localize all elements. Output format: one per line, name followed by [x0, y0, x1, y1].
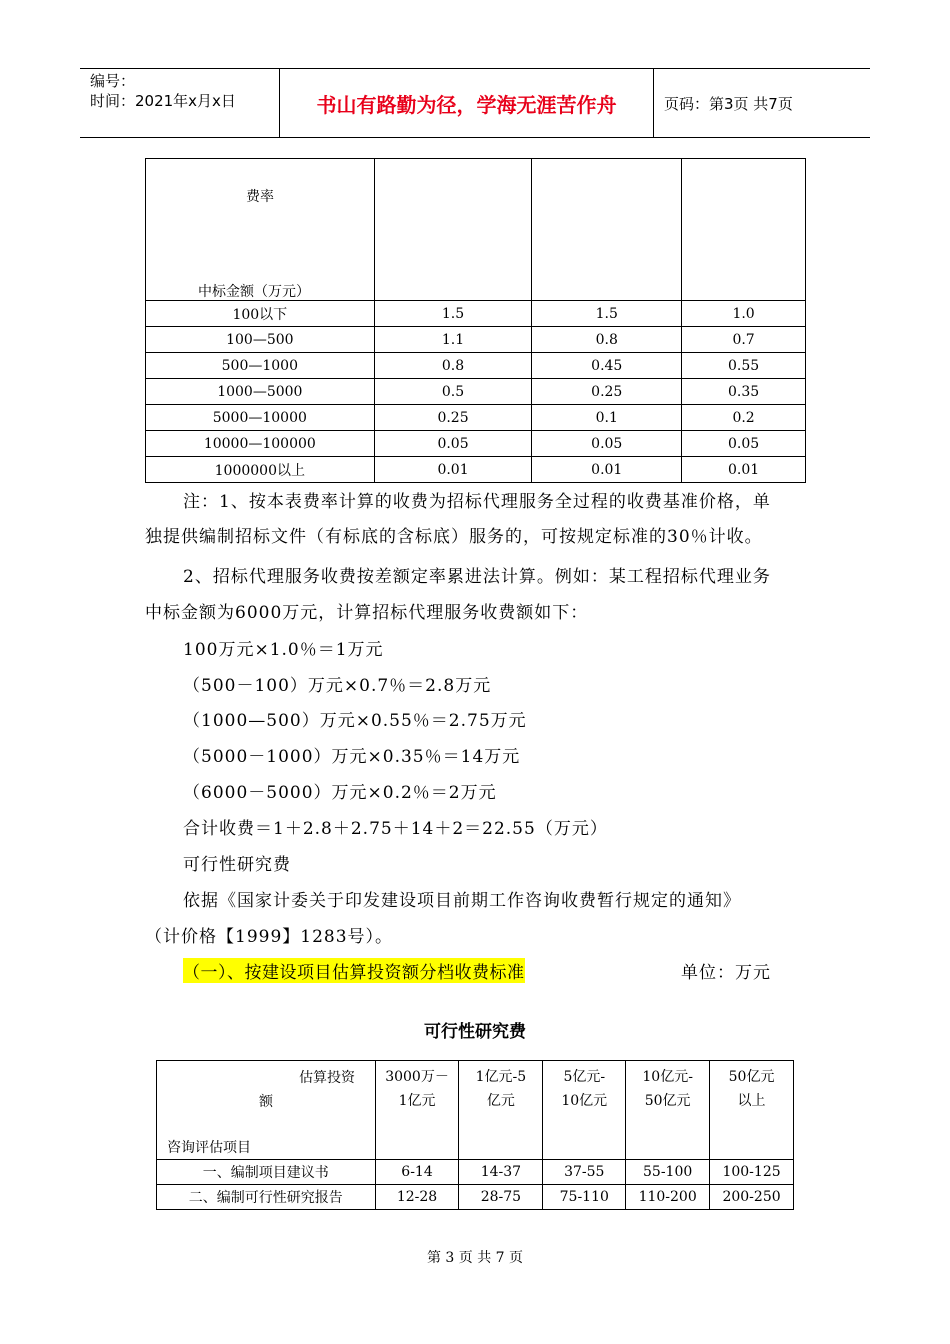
table-row [157, 1185, 794, 1210]
table-cell: 0.01 [532, 457, 682, 483]
table-cell: 0.45 [532, 353, 682, 379]
table-cell: 0.1 [532, 405, 682, 431]
table-cell: 100-125 [710, 1160, 794, 1185]
header-rate: 费率 [246, 189, 274, 205]
header-investment: 估算投资 [299, 1070, 355, 1086]
time-label: 时间：2021年x月x日 [90, 92, 236, 110]
column-header [543, 1061, 626, 1160]
header-page-label: 页码：第3页 共7页 [664, 94, 793, 113]
column-header-line: 以上 [737, 1093, 766, 1109]
column-header-line: 1亿元-5 [475, 1069, 527, 1085]
basis-line-2: （计价格【1999】1283号）。 [145, 927, 394, 947]
table-cell: 28-75 [459, 1185, 543, 1210]
table-cell: 1000—5000 [146, 379, 375, 405]
empty-header-cell [682, 159, 806, 301]
header-amount-suffix: 额 [259, 1094, 273, 1110]
table-cell: 5000—10000 [146, 405, 375, 431]
table-cell: 14-37 [459, 1160, 543, 1185]
table-cell: 500—1000 [146, 353, 375, 379]
empty-header-cell [532, 159, 682, 301]
table-cell: 0.55 [682, 353, 806, 379]
header-motto: 书山有路勤为径，学海无涯苦作舟 [280, 69, 654, 137]
table-cell: 0.25 [532, 379, 682, 405]
table-cell: 12-28 [375, 1185, 459, 1210]
table-cell: 0.25 [374, 405, 532, 431]
table-header-row [157, 1061, 794, 1160]
note-line-4: 中标金额为6000万元，计算招标代理服务收费额如下： [145, 603, 589, 623]
calc-line-1: 100万元×1.0％＝1万元 [183, 640, 384, 660]
diagonal-header-cell [146, 159, 375, 301]
feasibility-heading: 可行性研究费 [183, 855, 291, 875]
number-label: 编号： [90, 72, 136, 90]
table-cell: 1.1 [374, 327, 532, 353]
column-header [626, 1061, 710, 1160]
table-cell: 0.05 [374, 431, 532, 457]
table-cell: 100以下 [146, 301, 375, 327]
table-cell: 37-55 [543, 1160, 626, 1185]
column-header-line: 10亿元 [561, 1093, 608, 1109]
diagonal-header-cell [157, 1061, 376, 1160]
column-header-line: 亿元 [486, 1093, 515, 1109]
table-row [146, 353, 806, 379]
table-cell: 6-14 [375, 1160, 459, 1185]
column-header-line: 3000万－ [385, 1069, 449, 1085]
table-cell: 55-100 [626, 1160, 710, 1185]
column-header [459, 1061, 543, 1160]
column-header-line: 50亿元 [728, 1069, 775, 1085]
column-header-line: 50亿元 [644, 1093, 691, 1109]
table-cell: 1.5 [532, 301, 682, 327]
page-footer: 第 3 页 共 7 页 [426, 1250, 524, 1266]
table-header-row [146, 159, 806, 301]
note-line-2: 独提供编制招标文件（有标底的含标底）服务的，可按规定标准的30％计收。 [145, 527, 763, 547]
fee-rate-table [145, 158, 806, 483]
table-cell: 0.8 [374, 353, 532, 379]
table-row [146, 431, 806, 457]
header-item: 咨询评估项目 [167, 1140, 251, 1156]
page-header [80, 68, 870, 138]
table-cell: 110-200 [626, 1185, 710, 1210]
table-row [157, 1160, 794, 1185]
column-header-line: 5亿元- [563, 1069, 606, 1085]
header-meta [80, 69, 280, 137]
table-cell: 1000000以上 [146, 457, 375, 483]
feasibility-fee-table [156, 1060, 794, 1210]
table-row [146, 379, 806, 405]
table-row [146, 457, 806, 483]
note-line-1: 注：1、按本表费率计算的收费为招标代理服务全过程的收费基准价格，单 [183, 492, 771, 512]
section-heading: （一）、按建设项目估算投资额分档收费标准 [183, 958, 525, 983]
table-cell: 1.5 [374, 301, 532, 327]
table-cell: 0.35 [682, 379, 806, 405]
note-line-3: 2、招标代理服务收费按差额定率累进法计算。例如：某工程招标代理业务 [183, 567, 771, 587]
unit-label: 单位：万元 [681, 963, 771, 983]
table-cell: 二、编制可行性研究报告 [157, 1185, 376, 1210]
table-cell: 100—500 [146, 327, 375, 353]
table-cell: 0.5 [374, 379, 532, 405]
column-header [375, 1061, 459, 1160]
table-cell: 0.8 [532, 327, 682, 353]
table-cell: 1.0 [682, 301, 806, 327]
calc-line-2: （500－100）万元×0.7％＝2.8万元 [183, 676, 492, 696]
table-cell: 0.01 [682, 457, 806, 483]
empty-header-cell [374, 159, 532, 301]
column-header [710, 1061, 794, 1160]
column-header-line: 1亿元 [398, 1093, 436, 1109]
table-row [146, 327, 806, 353]
table-cell: 一、编制项目建议书 [157, 1160, 376, 1185]
calc-line-4: （5000－1000）万元×0.35％＝14万元 [183, 747, 521, 767]
table-cell: 10000—100000 [146, 431, 375, 457]
calc-line-5: （6000－5000）万元×0.2％＝2万元 [183, 783, 497, 803]
table-row [146, 405, 806, 431]
table-cell: 200-250 [710, 1185, 794, 1210]
table-cell: 0.05 [532, 431, 682, 457]
table-cell: 0.2 [682, 405, 806, 431]
table-row [146, 301, 806, 327]
calc-line-3: （1000—500）万元×0.55％＝2.75万元 [183, 711, 527, 731]
header-amount: 中标金额（万元） [198, 284, 310, 300]
table-cell: 75-110 [543, 1185, 626, 1210]
table-cell: 0.05 [682, 431, 806, 457]
table-cell: 0.01 [374, 457, 532, 483]
table2-title: 可行性研究费 [424, 1022, 526, 1042]
total-line: 合计收费＝1＋2.8＋2.75＋14＋2＝22.55（万元） [183, 819, 608, 839]
table-cell: 0.7 [682, 327, 806, 353]
column-header-line: 10亿元- [642, 1069, 693, 1085]
basis-line-1: 依据《国家计委关于印发建设项目前期工作咨询收费暂行规定的通知》 [183, 891, 741, 911]
